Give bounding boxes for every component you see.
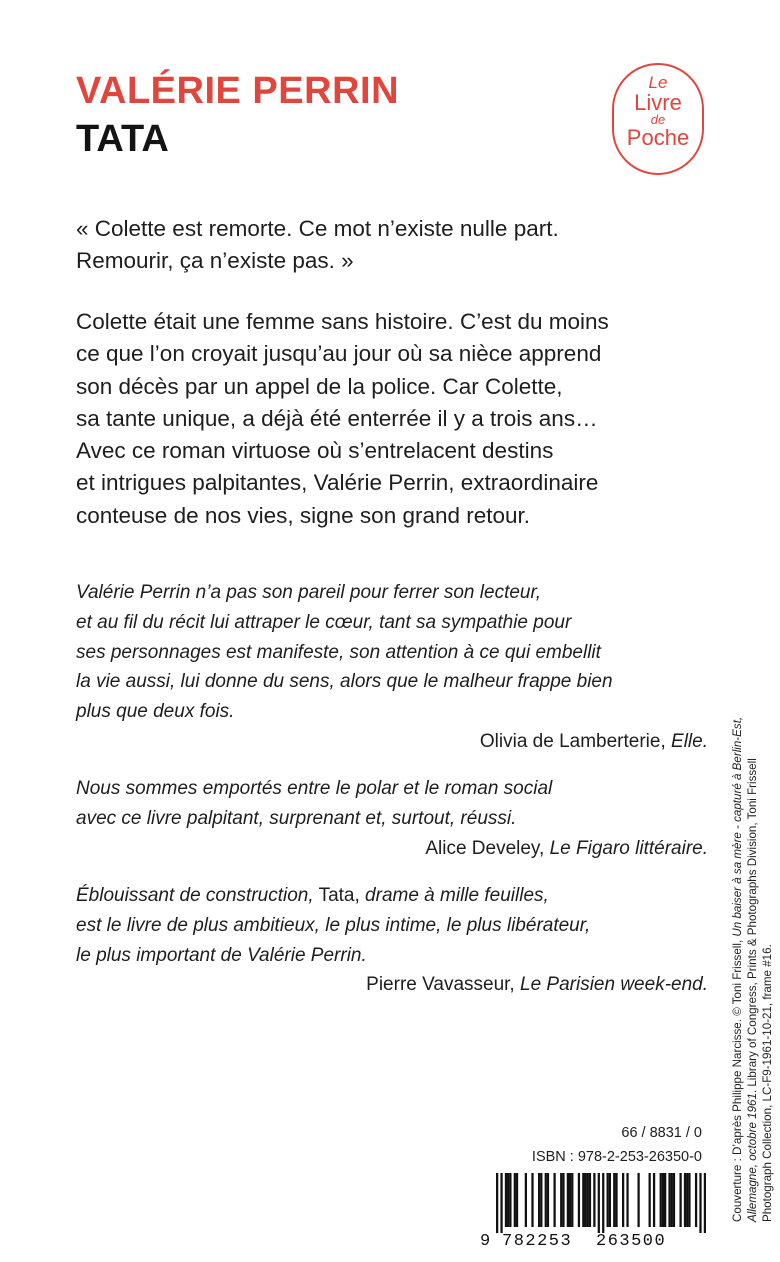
- review-attribution: [76, 970, 708, 1000]
- barcode-bar: [567, 1173, 569, 1227]
- review-line: la vie aussi, lui donne du sens, alors que le malheur frappe bien: [76, 671, 613, 693]
- book-title: TATA: [76, 118, 169, 160]
- barcode-bar: [545, 1173, 547, 1227]
- author-name: VALÉRIE PERRIN: [76, 70, 400, 112]
- credit-text: Photograph Collection, LC-F9-1961-10-21, frame #16.: [761, 944, 774, 1222]
- blurb-line: sa tante unique, a déjà été enterrée il y a trois ans…: [76, 405, 598, 431]
- barcode-bar: [538, 1173, 540, 1227]
- review-line: et au fil du récit lui attraper le cœur, tant sa sympathie pour: [76, 611, 572, 633]
- cover-credit: [730, 602, 775, 1222]
- barcode-bar: [649, 1173, 651, 1227]
- barcode-bar: [607, 1173, 609, 1227]
- review-parisien: [76, 881, 708, 1000]
- barcode-bar: [562, 1173, 564, 1227]
- critic-name: Alice Develey,: [425, 837, 545, 859]
- barcode-bar: [496, 1173, 498, 1233]
- barcode-bar: [598, 1173, 600, 1233]
- barcode-bar: [587, 1173, 589, 1227]
- review-figaro: [76, 774, 708, 863]
- review-attribution: [76, 727, 708, 757]
- barcode-bar: [622, 1173, 624, 1227]
- barcode-bar: [626, 1173, 628, 1227]
- review-line: Valérie Perrin n’a pas son pareil pour ferrer son lecteur,: [76, 582, 542, 603]
- barcode-bar: [584, 1173, 586, 1227]
- barcode-bar: [662, 1173, 664, 1227]
- review-elle: [76, 578, 708, 757]
- review-line: Nous sommes emportés entre le polar et le roman social: [76, 778, 553, 799]
- review-text: [76, 881, 708, 970]
- review-line: plus que deux fois.: [76, 701, 235, 723]
- critic-name: Olivia de Lamberterie,: [479, 730, 666, 752]
- barcode-bar: [582, 1173, 584, 1227]
- blurb-line: ce que l’on croyait jusqu’au jour où sa nièce apprend: [76, 341, 602, 367]
- barcode-bar: [704, 1173, 706, 1233]
- barcode-bar: [593, 1173, 595, 1227]
- catalog-reference: 66 / 8831 / 0: [621, 1125, 702, 1141]
- barcode-bar: [553, 1173, 555, 1227]
- barcode-bar: [695, 1173, 697, 1227]
- barcode-bar: [500, 1173, 502, 1233]
- barcode-bar: [516, 1173, 518, 1227]
- blurb-line: Colette était une femme sans histoire. C’est du moins: [76, 309, 609, 334]
- barcode-bar: [540, 1173, 542, 1227]
- logo-text-le: Le: [648, 73, 668, 92]
- outlet-name: Le Figaro littéraire.: [549, 837, 708, 859]
- barcode-bar: [679, 1173, 681, 1227]
- barcode-bar: [673, 1173, 675, 1227]
- barcode-bar: [668, 1173, 670, 1227]
- barcode: [496, 1173, 706, 1233]
- review-title-mention: Tata,: [313, 885, 366, 906]
- review-text: [76, 774, 708, 834]
- barcode-bar: [505, 1173, 507, 1227]
- barcode-bar: [613, 1173, 615, 1227]
- barcode-bar: [660, 1173, 662, 1227]
- barcode-first-digit: 9: [480, 1232, 491, 1251]
- outlet-name: Le Parisien week-end.: [520, 974, 708, 996]
- barcode-bar: [671, 1173, 673, 1227]
- blurb-line: et intrigues palpitantes, Valérie Perrin, extraordinaire: [76, 470, 599, 496]
- critic-name: Pierre Vavasseur,: [366, 974, 515, 996]
- barcode-bar: [699, 1173, 701, 1233]
- review-line: drame à mille feuilles,: [365, 885, 549, 906]
- credit-artwork-title: Allemagne, octobre 1961: [746, 1093, 759, 1222]
- blurb-paragraph: [76, 306, 716, 532]
- barcode-bar: [664, 1173, 666, 1227]
- review-line: Éblouissant de construction,: [76, 885, 314, 906]
- credit-line: [760, 602, 775, 1222]
- review-line: est le livre de plus ambitieux, le plus intime, le plus libérateur,: [76, 914, 591, 936]
- barcode-bar: [507, 1173, 509, 1227]
- blurb-line: Avec ce roman virtuose où s’entrelacent destins: [76, 438, 554, 464]
- credit-text: Couverture : D’après Philippe Narcisse. © Toni Frissell,: [731, 936, 744, 1222]
- barcode-group-right: 263500: [596, 1232, 667, 1251]
- quote-line: Remourir, ça n’existe pas. »: [76, 248, 354, 273]
- barcode-bar: [602, 1173, 604, 1233]
- credit-line: [745, 602, 760, 1222]
- review-line: ses personnages est manifeste, son attention à ce qui embellit: [76, 641, 601, 663]
- barcode-bar: [509, 1173, 511, 1227]
- barcode-bar: [589, 1173, 591, 1227]
- quote-line: « Colette est remorte. Ce mot n’existe nulle part.: [76, 216, 559, 241]
- barcode-bar: [525, 1173, 527, 1227]
- barcode-bar: [653, 1173, 655, 1227]
- barcode-bar: [578, 1173, 580, 1227]
- isbn-number: ISBN : 978-2-253-26350-0: [531, 1149, 702, 1165]
- epigraph-quote: [76, 213, 716, 277]
- review-text: [76, 578, 708, 727]
- publisher-logo: [612, 63, 704, 175]
- barcode-bar: [560, 1173, 562, 1227]
- barcode-bar: [609, 1173, 611, 1227]
- barcode-bar: [547, 1173, 549, 1227]
- barcode-bar: [684, 1173, 686, 1227]
- credit-artwork-title: Un baiser à sa mère - capturé à Berlin-Est,: [731, 716, 744, 937]
- review-attribution: [76, 834, 708, 864]
- review-line: le plus important de Valérie Perrin.: [76, 944, 367, 966]
- blurb-line: conteuse de nos vies, signe son grand retour.: [76, 502, 531, 528]
- logo-text-poche: Poche: [626, 125, 690, 150]
- barcode-group-left: 782253: [502, 1232, 573, 1251]
- barcode-bar: [571, 1173, 573, 1227]
- credit-text: . Library of Congress, Prints & Photographs Division, Toni Frissell: [746, 758, 759, 1094]
- barcode-bar: [531, 1173, 533, 1227]
- barcode-bar: [688, 1173, 690, 1227]
- barcode-bar: [637, 1173, 639, 1227]
- barcode-bar: [514, 1173, 516, 1227]
- review-line: avec ce livre palpitant, surprenant et, surtout, réussi.: [76, 807, 517, 829]
- blurb-line: son décès par un appel de la police. Car Colette,: [76, 373, 563, 399]
- outlet-name: Elle.: [671, 730, 708, 752]
- barcode-bar: [686, 1173, 688, 1227]
- barcode-bar: [615, 1173, 617, 1227]
- logo-text-livre: Livre: [634, 90, 682, 115]
- barcode-bar: [569, 1173, 571, 1227]
- credit-line: [730, 602, 745, 1222]
- logo-text-de: de: [650, 112, 666, 127]
